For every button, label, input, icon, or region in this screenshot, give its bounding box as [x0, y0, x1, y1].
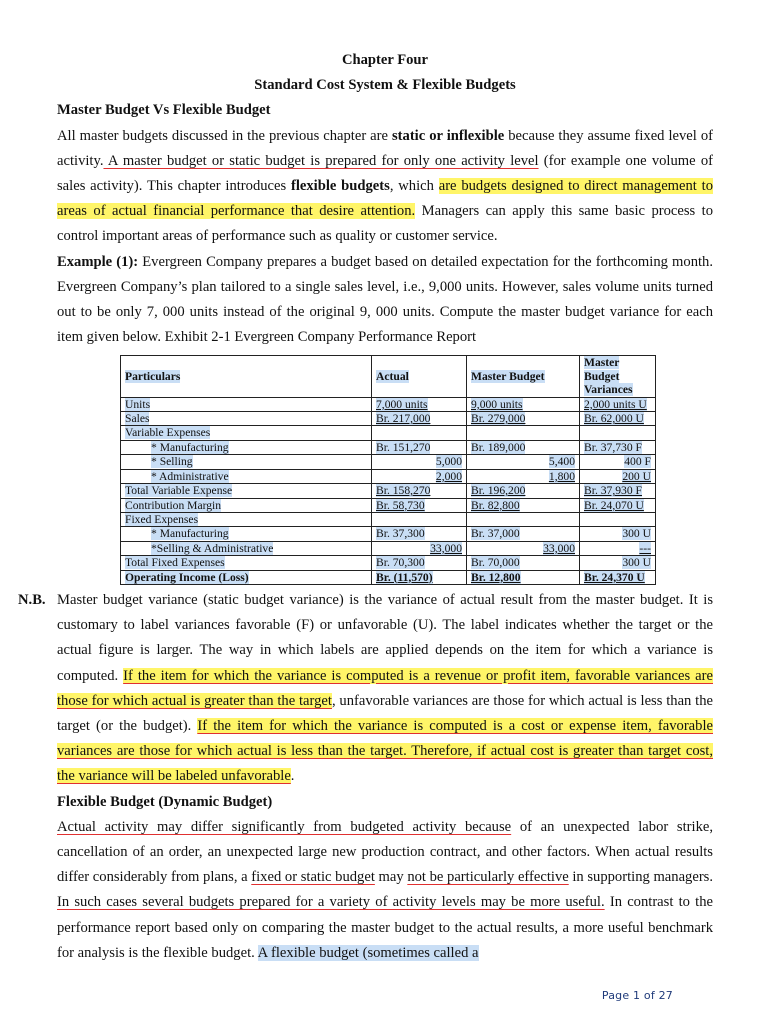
value-cell: [580, 412, 656, 426]
cell-text: Br. 279,000: [471, 412, 526, 426]
cell-text: Br. 58,730: [376, 498, 425, 512]
text-segment: If the item for which the variance is computed is a revenue or profit item, favorable variances are those for which actual is greater than the target: [57, 667, 713, 709]
text-segment: In such cases several budgets prepared for a variety of activity levels may be more useful.: [57, 894, 605, 911]
value-cell: [580, 469, 656, 483]
value-cell: [467, 412, 580, 426]
column-header: [467, 356, 580, 397]
paragraph-variance-note: [18, 588, 713, 790]
cell-text: 2,000 units U: [584, 397, 647, 411]
cell-text: Br. 82,800: [471, 498, 520, 512]
cell-text: 5,000: [435, 455, 462, 469]
value-cell: [580, 498, 656, 512]
column-header-label: Particulars: [125, 369, 181, 383]
text-segment: All master budgets discussed in the previous chapter are: [57, 127, 392, 144]
value-cell: [372, 556, 467, 570]
cell-text: Sales: [125, 412, 150, 426]
table-row: [121, 484, 656, 498]
footer: [57, 986, 713, 1004]
cell-text: Br. 37,000: [471, 527, 520, 541]
cell-text: Br. (11,570): [376, 570, 433, 584]
table-row: [121, 498, 656, 512]
value-cell: [372, 469, 467, 483]
table-row: [121, 426, 656, 440]
paragraph-intro: [57, 124, 713, 250]
value-cell: [467, 440, 580, 454]
cell-text: Br. 217,000: [376, 412, 431, 426]
text-segment: Evergreen Company prepares a budget based on detailed expectation for the forthcoming month. Evergreen Company’s plan tailored to a single sales level, i.e., 9,000 units. However, sales volume units turned out to be only 7, 000 units instead of the original 9, 000 units. Compute the master budget variance for each item given below. Exhibit 2-1 Evergreen Company Performance Report: [57, 253, 713, 346]
table-row: [121, 469, 656, 483]
column-header-label: Actual: [376, 369, 409, 383]
value-cell: [372, 512, 467, 526]
cell-text: 1,800: [548, 469, 575, 483]
value-cell: [467, 556, 580, 570]
value-cell: [467, 527, 580, 541]
text-segment: static or inflexible: [391, 127, 505, 144]
cell-text: * Manufacturing: [151, 440, 229, 454]
value-cell: [467, 512, 580, 526]
value-cell: [372, 426, 467, 440]
text-segment: not be particularly effective: [407, 869, 569, 886]
column-header: [372, 356, 467, 397]
row-label-cell: [121, 512, 372, 526]
column-header-label: Master Budget: [471, 369, 545, 383]
cell-text: Br. 24,370 U: [584, 570, 645, 584]
text-segment: because they assume fixed level of activity.: [57, 127, 713, 169]
cell-text: Br. 158,270: [376, 484, 431, 498]
value-cell: [580, 541, 656, 555]
text-segment: .: [290, 768, 295, 785]
table-wrapper: [57, 350, 713, 588]
cell-text: 300 U: [622, 556, 651, 570]
value-cell: [372, 484, 467, 498]
chapter-subtitle: Standard Cost System & Flexible Budgets: [254, 77, 516, 94]
cell-text: Br. 196,200: [471, 484, 526, 498]
cell-text: Br. 12,800: [471, 570, 521, 584]
value-cell: [467, 541, 580, 555]
cell-text: Operating Income (Loss): [125, 570, 249, 584]
value-cell: [372, 397, 467, 411]
value-cell: [580, 455, 656, 469]
value-cell: [372, 527, 467, 541]
cell-text: Br. 37,300: [376, 527, 425, 541]
value-cell: [467, 498, 580, 512]
column-header: [580, 356, 656, 397]
cell-text: 33,000: [543, 541, 575, 555]
table-row: [121, 440, 656, 454]
cell-text: 400 F: [624, 455, 651, 469]
cell-text: Br. 70,000: [471, 556, 520, 570]
value-cell: [580, 440, 656, 454]
row-label-cell: [121, 498, 372, 512]
cell-text: ---: [639, 541, 651, 555]
text-segment: may: [374, 869, 408, 886]
value-cell: [372, 541, 467, 555]
nb-label: N.B.: [18, 591, 46, 608]
table-row: [121, 556, 656, 570]
cell-text: Br. 70,300: [376, 556, 425, 570]
text-segment: Managers can apply this same basic process to control important areas of performance such as quality or customer service.: [57, 203, 713, 245]
row-label-cell: [121, 440, 372, 454]
cell-text: * Administrative: [151, 469, 229, 483]
row-label-cell: [121, 527, 372, 541]
text-segment: Example (1):: [57, 253, 139, 270]
value-cell: [580, 512, 656, 526]
page-number: Page 1 of 27: [601, 988, 673, 1002]
cell-text: Br. 189,000: [471, 440, 526, 454]
text-segment: , unfavorable variances are those for which actual is less than the target (or the budget).: [57, 692, 713, 734]
table-row: [121, 541, 656, 555]
value-cell: [372, 455, 467, 469]
value-cell: [467, 570, 580, 584]
text-segment: In contrast to the performance report based only on comparing the master budget to the actual results, a more useful benchmark for analysis is the flexible budget.: [57, 894, 713, 961]
cell-text: 300 U: [622, 527, 651, 541]
cell-text: Total Fixed Expenses: [125, 556, 225, 570]
cell-text: Contribution Margin: [125, 498, 222, 512]
cell-text: Br. 37,930 F: [584, 484, 642, 498]
performance-report-table: [120, 355, 656, 585]
column-header-label: Master Budget Variances: [584, 356, 633, 397]
cell-text: Variable Expenses: [125, 426, 211, 440]
text-segment: in supporting managers.: [568, 869, 714, 886]
value-cell: [580, 556, 656, 570]
value-cell: [372, 570, 467, 584]
row-label-cell: [121, 541, 372, 555]
value-cell: [467, 397, 580, 411]
cell-text: Units: [125, 397, 151, 411]
chapter-title: Chapter Four: [341, 52, 429, 68]
text-segment: A master budget or static budget is prepared for only one activity level: [103, 152, 539, 169]
row-label-cell: [121, 455, 372, 469]
cell-text: Br. 24,070 U: [584, 498, 644, 512]
cell-text: 33,000: [430, 541, 462, 555]
value-cell: [580, 527, 656, 541]
text-segment: (for example one volume of sales activity). This chapter introduces: [57, 152, 713, 195]
value-cell: [580, 484, 656, 498]
cell-text: 7,000 units: [376, 397, 428, 411]
value-cell: [467, 455, 580, 469]
value-cell: [580, 397, 656, 411]
row-label-cell: [121, 412, 372, 426]
table-row: [121, 397, 656, 411]
paragraph-flexible-budget: [57, 815, 713, 966]
row-label-cell: [121, 469, 372, 483]
table-row: [121, 527, 656, 541]
text-segment: of an unexpected labor strike, cancellation of an order, an unexpected large new production contract, and other factors. When actual results differ considerably from plans, a: [57, 818, 713, 886]
table-row: [121, 455, 656, 469]
cell-text: 5,400: [548, 455, 575, 469]
table-row: [121, 570, 656, 584]
value-cell: [467, 469, 580, 483]
column-header: [121, 356, 372, 397]
table-row: [121, 412, 656, 426]
cell-text: * Manufacturing: [151, 527, 229, 541]
text-segment: If the item for which the variance is computed is a cost or expense item, favorable variances are those for which actual is less than the target. Therefore, if actual cost is greater than target cost, the variance will be labeled unfavorable: [57, 717, 713, 785]
cell-text: Fixed Expenses: [125, 512, 199, 526]
cell-text: * Selling: [151, 455, 193, 469]
row-label-cell: [121, 397, 372, 411]
value-cell: [372, 440, 467, 454]
value-cell: [467, 426, 580, 440]
text-segment: Master budget variance (static budget variance) is the variance of actual result from the master budget. It is customary to label variances favorable (F) or unfavorable (U). The label indicates whether the target or the actual figure is larger. The way in which labels are applied depends on the item for which a variance is computed.: [57, 591, 713, 684]
cell-text: Br. 62,000 U: [584, 412, 644, 426]
row-label-cell: [121, 484, 372, 498]
cell-text: 200 U: [622, 469, 651, 483]
value-cell: [467, 484, 580, 498]
text-segment: , which: [389, 178, 439, 195]
cell-text: 9,000 units: [471, 397, 523, 411]
table-header-row: [121, 356, 656, 397]
section-heading-flexible-budget: Flexible Budget (Dynamic Budget): [57, 793, 273, 810]
value-cell: [580, 570, 656, 584]
row-label-cell: [121, 426, 372, 440]
value-cell: [372, 498, 467, 512]
text-segment: flexible budgets: [290, 178, 390, 195]
value-cell: [580, 426, 656, 440]
cell-text: Br. 151,270: [376, 440, 431, 454]
text-segment: are budgets designed to direct management to areas of actual financial performance that desire attention.: [57, 178, 713, 220]
cell-text: Total Variable Expense: [125, 484, 233, 498]
text-segment: fixed or static budget: [251, 869, 375, 886]
paragraph-example: [57, 250, 713, 351]
row-label-cell: [121, 556, 372, 570]
section-heading-master-vs-flexible: Master Budget Vs Flexible Budget: [57, 102, 271, 119]
cell-text: *Selling & Administrative: [151, 541, 274, 555]
cell-text: 2,000: [435, 469, 462, 483]
variance-note-text: [57, 592, 713, 784]
table-row: [121, 512, 656, 526]
cell-text: Br. 37,730 F: [584, 440, 642, 454]
row-label-cell: [121, 570, 372, 584]
value-cell: [372, 412, 467, 426]
text-segment: Actual activity may differ significantly from budgeted activity because: [57, 818, 512, 835]
text-segment: A flexible budget (sometimes called a: [257, 944, 479, 961]
